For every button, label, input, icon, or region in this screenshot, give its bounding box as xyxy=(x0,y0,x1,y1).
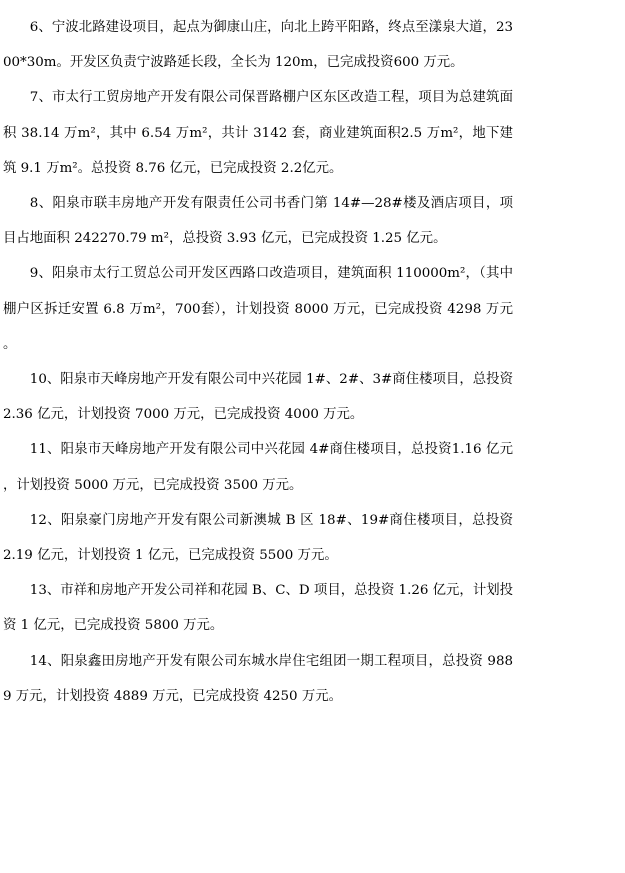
paragraph-item-14: 14、阳泉鑫田房地产开发有限公司东城水岸住宅组团一期工程项目，总投资 9889 万元，计划投资 4889 万元，已完成投资 4250 万元。 xyxy=(3,653,513,704)
paragraph-item-6: 6、宁波北路建设项目，起点为御康山庄，向北上跨平阳路，终点至漾泉大道，2300*30m。开发区负责宁波路延长段，全长为 120m，已完成投资600 万元。 xyxy=(3,20,513,71)
paragraph-item-9: 9、阳泉市太行工贸总公司开发区西路口改造项目，建筑面积 110000m²，（其中棚户区拆迁安置 6.8 万m²，700套），计划投资 8000 万元，已完成投资 4298 万元。 xyxy=(3,266,513,352)
document-body xyxy=(3,10,513,714)
paragraph-item-13: 13、市祥和房地产开发公司祥和花园 B、C、D 项目，总投资 1.26 亿元，计划投资 1 亿元，已完成投资 5800 万元。 xyxy=(3,583,513,634)
paragraph-item-10: 10、阳泉市天峰房地产开发有限公司中兴花园 1#、2#、3#商住楼项目，总投资 2.36 亿元，计划投资 7000 万元，已完成投资 4000 万元。 xyxy=(3,372,513,423)
paragraph-item-8: 8、阳泉市联丰房地产开发有限责任公司书香门第 14#—28#楼及酒店项目，项目占地面积 242270.79 m²，总投资 3.93 亿元，已完成投资 1.25 亿元。 xyxy=(3,196,513,247)
paragraph-item-11: 11、阳泉市天峰房地产开发有限公司中兴花园 4#商住楼项目，总投资1.16 亿元，计划投资 5000 万元，已完成投资 3500 万元。 xyxy=(3,442,513,493)
paragraph-item-12: 12、阳泉豪门房地产开发有限公司新澳城 B 区 18#、19#商住楼项目，总投资 2.19 亿元，计划投资 1 亿元，已完成投资 5500 万元。 xyxy=(3,512,513,564)
paragraph-item-7: 7、市太行工贸房地产开发有限公司保晋路棚户区东区改造工程，项目为总建筑面积 38.14 万m²，其中 6.54 万m²，共计 3142 套，商业建筑面积2.5 万m²，地下建筑 9.1 万m²。总投资 8.76 亿元，已完成投资 2.2亿元。 xyxy=(3,90,513,176)
